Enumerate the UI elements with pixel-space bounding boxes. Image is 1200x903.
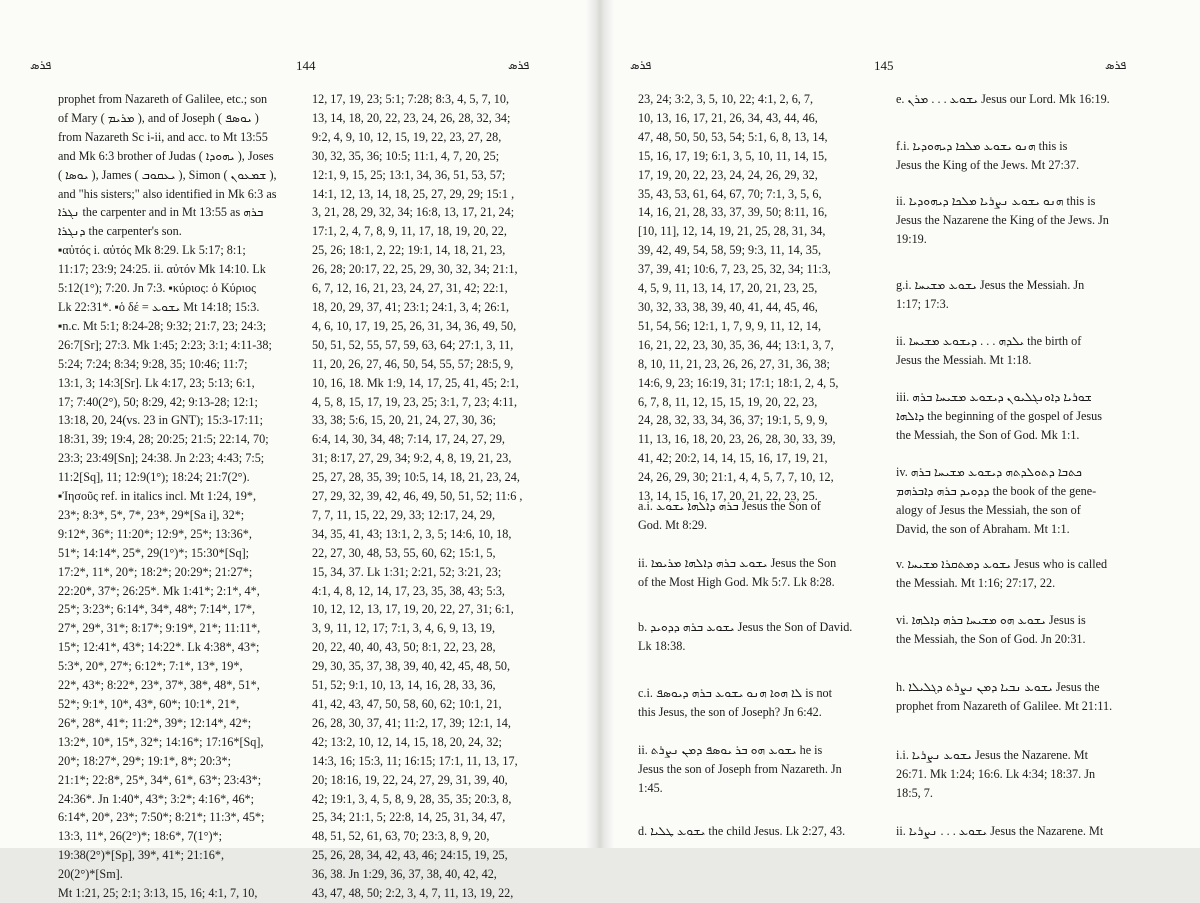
right-column-1-entries xyxy=(638,0,878,848)
text-line: 4:1, 4, 8, 12, 14, 17, 23, 35, 38, 43; 5:3, xyxy=(312,583,505,598)
text-line: 12, 17, 19, 23; 5:1; 7:28; 8:3, 4, 5, 7, 10, xyxy=(312,92,510,106)
text-line: 22:20*, 37*; 26:25*. Mk 1:41*; 2:1*, 4*, xyxy=(58,583,260,598)
text-line: 10, 12, 12, 13, 17, 19, 20, 22, 27, 31; 6:1, xyxy=(312,602,514,617)
text-line: 6, 7, 8, 11, 12, 15, 15, 19, 20, 22, 23, xyxy=(638,394,818,409)
entry-line: ii. ܝܫܘܥ ܒܪܗ ܕܐܠܗܐ ܡܪܝܡܐ Jesus the Son xyxy=(638,556,837,570)
text-line: 4, 5, 9, 11, 13, 14, 17, 20, 21, 23, 25, xyxy=(638,281,818,296)
entry-line: 1:45. xyxy=(638,781,663,795)
text-line: 11, 13, 16, 18, 20, 23, 26, 28, 30, 33, 39, xyxy=(638,432,836,447)
entry-line: 1:17; 17:3. xyxy=(896,297,949,311)
text-line: 5:12(1°); 7:20. Jn 7:3. ▪κύριος: ὁ Κύριος xyxy=(58,281,256,296)
text-line: 48, 51, 52, 61, 63, 70; 23:3, 8, 9, 20, xyxy=(312,829,490,844)
dictionary-entry xyxy=(896,822,1181,841)
text-line: 13:18, 20, 24(vs. 23 in GNT); 15:3-17:11; xyxy=(58,413,264,428)
entry-line: ܕܐܠܗܐ the beginning of the gospel of Jesus xyxy=(896,409,1102,423)
text-line: 13:2*, 10*, 15*, 32*; 14:16*; 17:16*[Sq], xyxy=(58,734,264,749)
text-line: 30, 32, 35, 36; 10:5; 11:1, 4, 7, 20, 25; xyxy=(312,148,500,163)
dictionary-entry xyxy=(896,276,1181,314)
text-line: Mt 1:21, 25; 2:1; 3:13, 15, 16; 4:1, 7, 10, xyxy=(58,886,258,901)
left-page-number: 144 xyxy=(296,58,316,73)
text-line: 42; 19:1, 3, 4, 5, 8, 9, 28, 35, 35; 20:3, 8, xyxy=(312,791,512,806)
text-line: 15, 16, 17, 19; 6:1, 3, 5, 10, 11, 14, 15, xyxy=(638,148,828,163)
text-line: 24, 26, 29, 30; 21:1, 4, 4, 5, 7, 7, 10, 12, xyxy=(638,470,834,485)
text-line: and Mk 6:3 brother of Judas ( ܝܗܘܕܐ ), Joses xyxy=(58,148,274,163)
text-line: 10, 16, 18. Mk 1:9, 14, 17, 25, 41, 45; 2:1, xyxy=(312,375,519,390)
entry-line: Lk 18:38. xyxy=(638,639,686,653)
text-line: 7, 7, 11, 15, 22, 29, 33; 12:17, 24, 29, xyxy=(312,507,496,522)
dictionary-entry xyxy=(638,741,878,798)
text-line: 25, 26, 28, 34, 42, 43, 46; 24:15, 19, 25, xyxy=(312,848,508,863)
text-line: 11, 20, 26, 27, 46, 50, 54, 55, 57; 28:5, 9, xyxy=(312,356,514,371)
text-line: 19:38(2°)*[Sp], 39*, 41*; 21:16*, xyxy=(58,848,225,863)
text-line: 5:24; 7:24; 8:34; 9:28, 35; 10:46; 11:7; xyxy=(58,356,248,371)
text-line: 23, 24; 3:2, 3, 5, 10, 22; 4:1, 2, 6, 7, xyxy=(638,92,814,106)
entry-line: g.i. ܝܫܘܥ ܡܫܝܚܐ Jesus the Messiah. Jn xyxy=(896,278,1085,292)
text-line: 26*, 28*, 41*; 11:2*, 39*; 12:14*, 42*; xyxy=(58,715,252,730)
text-line: 20(2°)*[Sm]. xyxy=(58,867,123,882)
text-line: 16, 21, 22, 23, 30, 35, 36, 44; 13:1, 3, 7, xyxy=(638,337,834,352)
dictionary-entry xyxy=(638,684,878,722)
text-line: 33, 38; 5:6, 15, 20, 21, 24, 27, 30, 36; xyxy=(312,413,496,428)
text-line: 22, 27, 30, 48, 53, 55, 60, 62; 15:1, 5, xyxy=(312,545,496,560)
entry-line: vi. ܝܫܘܥ ܗܘ ܡܫܝܚܐ ܒܪܗ ܕܐܠܗܐ Jesus is xyxy=(896,613,1086,627)
text-line: 4, 6, 10, 17, 19, 25, 26, 31, 34, 36, 49, 50, xyxy=(312,318,517,333)
text-line: 13:3, 11*, 26(2°)*; 18:6*, 7(1°)*; xyxy=(58,829,222,844)
text-line: 9:2, 4, 9, 10, 12, 15, 19, 22, 23, 27, 28, xyxy=(312,129,502,144)
text-line: 5:3*, 20*, 27*; 6:12*; 7:1*, 13*, 19*, xyxy=(58,659,243,674)
text-line: 36, 38. Jn 1:29, 36, 37, 38, 40, 42, 42, xyxy=(312,867,497,882)
entry-line: the Messiah, the Son of God. Mk 1:1. xyxy=(896,428,1080,442)
text-line: 6:14*, 20*, 23*; 7:50*; 8:21*; 11:3*, 45*; xyxy=(58,810,265,825)
text-line: 21:1*; 22:8*, 25*, 34*, 61*, 63*; 23:43*; xyxy=(58,772,262,787)
text-line: 9:12*, 36*; 11:20*; 12:9*, 25*; 13:36*, xyxy=(58,526,252,541)
entry-line: 19:19. xyxy=(896,232,927,246)
text-line: 26, 28; 20:17, 22, 25, 29, 30, 32, 34; 21:1, xyxy=(312,262,518,277)
entry-line: Jesus the Nazarene the King of the Jews. Jn xyxy=(896,213,1109,227)
text-line: 27*, 29*, 31*; 8:17*; 9:19*, 21*; 11:11*, xyxy=(58,621,261,636)
text-line: 15*; 12:41*, 43*; 14:22*. Lk 4:38*, 43*; xyxy=(58,640,260,655)
dictionary-entry xyxy=(638,822,878,841)
text-line: from Nazareth Sc i-ii, and acc. to Mt 13:55 xyxy=(58,129,268,144)
entry-line: v. ܝܫܘܥ ܕܡܬܩܪܐ ܡܫܝܚܐ Jesus who is called xyxy=(896,557,1108,571)
text-line: 42; 13:2, 10, 12, 14, 15, 18, 20, 24, 32; xyxy=(312,734,502,749)
dictionary-entry xyxy=(896,463,1181,539)
text-line: 14:1, 12, 13, 14, 18, 25, 27, 29, 29; 15:1 , xyxy=(312,186,515,201)
text-line: ▪n.c. Mt 5:1; 8:24-28; 9:32; 21:7, 23; 24:3; xyxy=(58,318,267,333)
text-line: 8, 10, 11, 21, 23, 26, 26, 27, 31, 36, 38; xyxy=(638,356,830,371)
dictionary-entry xyxy=(896,678,1181,716)
entry-line: ii. ܝܫܘܥ ܗܘ ܒܪ ܝܘܣܦ ܕܡܢ ܢܨܪܬ he is xyxy=(638,743,823,757)
dictionary-entry xyxy=(896,137,1181,175)
text-line: ▪αὐτός i. αὐτός Mk 8:29. Lk 5:17; 8:1; xyxy=(58,243,246,258)
text-line: 25, 34; 21:1, 5; 22:8, 14, 25, 31, 34, 47, xyxy=(312,810,506,825)
dictionary-entry xyxy=(896,746,1181,803)
text-line: 17; 7:40(2°), 50; 8:29, 42; 9:13-28; 12:1; xyxy=(58,394,258,409)
text-line: ܕܢܓܪܐ the carpenter's son. xyxy=(58,224,182,239)
text-line: 13:1, 3; 14:3[Sr]. Lk 4:17, 23; 5:13; 6:1, xyxy=(58,375,255,390)
entry-line: 26:71. Mk 1:24; 16:6. Lk 4:34; 18:37. Jn xyxy=(896,767,1096,781)
text-line: 25, 26; 18:1, 2, 22; 19:1, 14, 18, 21, 23, xyxy=(312,243,506,258)
left-header-syriac-left: ܦܪܣ xyxy=(30,58,52,72)
entry-line: God. Mt 8:29. xyxy=(638,518,708,532)
text-line: ▪Ἰησοῦς ref. in italics incl. Mt 1:24, 19*, xyxy=(58,489,257,504)
right-header-syriac-left: ܦܪܣ xyxy=(630,58,652,72)
right-page xyxy=(600,0,1200,848)
text-line: 20; 18:16, 19, 22, 24, 27, 29, 31, 39, 40, xyxy=(312,772,508,787)
text-line: Lk 22:31*. ▪ὁ δέ = ܝܫܘܥ Mt 14:18; 15:3. xyxy=(58,299,260,314)
text-line: 13, 14, 18, 20, 22, 23, 24, 26, 28, 32, 34; xyxy=(312,110,511,125)
text-line: 11:2[Sq], 11; 12:9(1°); 18:24; 21:7(2°). xyxy=(58,470,250,485)
text-line: 24, 28, 32, 33, 34, 36, 37; 19:1, 5, 9, 9, xyxy=(638,413,828,428)
text-line: 12:1, 9, 15, 25; 13:1, 34, 36, 51, 53, 57; xyxy=(312,167,506,182)
entry-line: ii. ܝܠܕܗ . . . ܕܝܫܘܥ ܡܫܝܚܐ the birth of xyxy=(896,334,1082,348)
text-line: 39, 42, 49, 54, 58, 59; 9:3, 11, 14, 35, xyxy=(638,243,822,258)
entry-line: Jesus the King of the Jews. Mt 27:37. xyxy=(896,158,1080,172)
text-line: 26, 28, 30, 37, 41; 11:2, 17, 39; 12:1, 14, xyxy=(312,715,511,730)
entry-line: h. ܝܫܘܥ ܢܒܝܐ ܕܡܢ ܢܨܪܬ ܕܓܠܝܠܐ Jesus the xyxy=(896,680,1100,694)
text-line: 43, 47, 48, 50; 2:2, 3, 4, 7, 11, 13, 19, 22, xyxy=(312,886,514,901)
entry-line: alogy of Jesus the Messiah, the son of xyxy=(896,503,1081,517)
text-line: 29, 30, 35, 37, 38, 39, 40, 42, 45, 48, 50, xyxy=(312,659,511,674)
text-line: 11:17; 23:9; 24:25. ii. αὐτόν Mk 14:10. Lk xyxy=(58,262,266,277)
text-line: 14:6, 9, 23; 16:19, 31; 17:1; 18:1, 2, 4, 5, xyxy=(638,375,839,390)
entry-line: c.i. ܠܐ ܗܘܐ ܗܢܘ ܝܫܘܥ ܒܪܗ ܕܝܘܣܦ is not xyxy=(638,686,833,700)
text-line: 37, 39, 41; 10:6, 7, 23, 25, 32, 34; 11:3, xyxy=(638,262,831,277)
dictionary-entry xyxy=(896,611,1181,649)
text-line: 35, 43, 53, 61, 64, 67, 70; 7:1, 3, 5, 6, xyxy=(638,186,822,201)
dictionary-entry xyxy=(638,554,878,592)
text-line: 22*, 43*; 8:22*, 23*, 37*, 38*, 48*, 51*, xyxy=(58,678,260,693)
entry-line: the Messiah. Mt 1:16; 27:17, 22. xyxy=(896,576,1056,590)
text-line: 17:1, 2, 4, 7, 8, 9, 11, 17, 18, 19, 20, 22, xyxy=(312,224,507,239)
dictionary-entry xyxy=(896,332,1181,370)
entry-line: e. ܝܫܘܥ . . . ܡܪܢ Jesus our Lord. Mk 16:19. xyxy=(896,92,1110,106)
entry-line: 18:5, 7. xyxy=(896,786,933,800)
entry-line: i.i. ܝܫܘܥ ܢܨܪܝܐ Jesus the Nazarene. Mt xyxy=(896,748,1088,762)
text-line: 6:4, 14, 30, 34, 48; 7:14, 17, 24, 27, 29, xyxy=(312,432,505,447)
text-line: 50, 51, 52, 55, 57, 59, 63, 64; 27:1, 3, 11, xyxy=(312,337,514,352)
text-line: 18:31, 39; 19:4, 28; 20:25; 21:5; 22:14, 70; xyxy=(58,432,269,447)
text-line: 6, 7, 12, 16, 21, 23, 24, 27, 31, 42; 22:1, xyxy=(312,281,508,296)
entry-line: f.i. ܗܢܘ ܝܫܘܥ ܡܠܟܐ ܕܝܗܘܕܝܐ this is xyxy=(896,139,1068,153)
text-line: 25*; 3:23*; 6:14*, 34*, 48*; 7:14*, 17*, xyxy=(58,602,256,617)
left-column-1 xyxy=(58,90,292,903)
dictionary-entry xyxy=(896,192,1181,249)
text-line: of Mary ( ܡܪܝܡ ), and of Joseph ( ܝܘܣܦ ) xyxy=(58,110,259,125)
text-line: ܢܓܪܐ the carpenter and in Mt 13:55 as ܒܪܗ xyxy=(58,205,264,220)
text-line: [10, 11], 12, 14, 19, 21, 25, 28, 31, 34, xyxy=(638,224,826,239)
text-line: 15, 34, 37. Lk 1:31; 2:21, 52; 3:21, 23; xyxy=(312,564,502,579)
text-line: prophet from Nazareth of Galilee, etc.; son xyxy=(58,92,268,106)
text-line: 13, 14, 15, 16, 17, 20, 21, 22, 23, 25. xyxy=(638,489,818,504)
text-line: 23*; 8:3*, 5*, 7*, 23*, 29*[Sa i], 32*; xyxy=(58,507,245,522)
text-line: 51, 54, 56; 12:1, 1, 7, 9, 9, 11, 12, 14, xyxy=(638,318,822,333)
text-line: 41, 42, 43, 47, 50, 58, 60, 62; 10:1, 21, xyxy=(312,697,502,711)
right-column-2-entries xyxy=(896,0,1181,848)
book-gutter-shadow xyxy=(586,0,614,848)
text-line: 18, 20, 29, 37, 41; 23:1; 24:1, 3, 4; 26:1, xyxy=(312,299,510,314)
entry-line: iv. ܟܬܒܐ ܕܬܘܠܕܬܗ ܕܝܫܘܥ ܡܫܝܚܐ ܒܪܗ xyxy=(896,465,1083,479)
dictionary-entry xyxy=(896,90,1181,109)
left-column-2 xyxy=(312,90,552,903)
right-page-number: 145 xyxy=(874,58,894,73)
entry-line: ܕܕܘܝܕ ܒܪܗ ܕܐܒܪܗܡ the book of the gene- xyxy=(896,484,1097,498)
text-line: 14, 16, 21, 28, 33, 37, 39, 50; 8:11, 16, xyxy=(638,205,828,220)
text-line: 51, 52; 9:1, 10, 13, 14, 16, 28, 33, 36, xyxy=(312,678,496,693)
entry-line: a.i. ܒܪܗ ܕܐܠܗܐ ܝܫܘܥ Jesus the Son of xyxy=(638,499,821,513)
entry-line: ii. ܝܫܘܥ . . . ܢܨܪܝܐ Jesus the Nazarene. Mt xyxy=(896,824,1104,838)
entry-line: b. ܝܫܘܥ ܒܪܗ ܕܕܘܝܕ Jesus the Son of David. xyxy=(638,620,853,634)
entry-line: of the Most High God. Mk 5:7. Lk 8:28. xyxy=(638,575,835,589)
entry-line: the Messiah, the Son of God. Jn 20:31. xyxy=(896,632,1086,646)
text-line: 3, 9, 11, 12, 17; 7:1, 3, 4, 6, 9, 13, 19, xyxy=(312,621,496,636)
text-line: 4, 5, 8, 15, 17, 19, 23, 25; 3:1, 7, 23; 4:11, xyxy=(312,394,518,409)
text-line: 51*; 14:14*, 25*, 29(1°)*; 15:30*[Sq]; xyxy=(58,545,250,560)
text-line: 27, 29, 32, 39, 42, 46, 49, 50, 51, 52; 11:6 , xyxy=(312,489,523,504)
text-line: 24:36*. Jn 1:40*, 43*; 3:2*; 4:16*, 46*; xyxy=(58,791,255,806)
text-line: ( ܝܘܣܐ ), James ( ܝܥܩܘܒ ), Simon ( ܫܡܥܘܢ ), xyxy=(58,167,277,182)
text-line: and "his sisters;" also identified in Mk 6:3 as xyxy=(58,186,277,201)
dictionary-entry xyxy=(896,555,1181,593)
text-line: 34, 35, 41, 43; 13:1, 2, 3, 5; 14:6, 10, 18, xyxy=(312,526,512,541)
text-line: 52*; 9:1*, 10*, 43*, 60*; 10:1*, 21*, xyxy=(58,697,240,711)
text-line: 25, 27, 28, 35, 39; 10:5, 14, 18, 21, 23, 24, xyxy=(312,470,520,485)
text-line: 3, 21, 28, 29, 32, 34; 16:8, 13, 17, 21, 24; xyxy=(312,205,515,220)
text-line: 30, 32, 33, 38, 39, 40, 41, 44, 45, 46, xyxy=(638,299,818,314)
text-line: 20*; 18:27*, 29*; 19:1*, 8*; 20:3*; xyxy=(58,753,231,768)
entry-line: Jesus the Messiah. Mt 1:18. xyxy=(896,353,1032,367)
text-line: 14:3, 16; 15:3, 11; 16:15; 17:1, 11, 13, 17, xyxy=(312,753,518,768)
right-header-syriac-right: ܦܪܣ xyxy=(1105,58,1127,72)
text-line: 20, 22, 40, 40, 43, 50; 8:1, 22, 23, 28, xyxy=(312,640,496,655)
text-line: 17:2*, 11*, 20*; 18:2*; 20:29*; 21:27*; xyxy=(58,564,253,579)
text-line: 10, 13, 16, 17, 21, 26, 34, 43, 44, 46, xyxy=(638,110,818,125)
left-page xyxy=(0,0,600,901)
text-line: 41, 42; 20:2, 14, 14, 15, 16, 17, 19, 21, xyxy=(638,451,828,466)
entry-line: prophet from Nazareth of Galilee. Mt 21:11. xyxy=(896,699,1113,713)
dictionary-entry xyxy=(638,618,878,656)
dictionary-entry xyxy=(896,388,1181,445)
entry-line: d. ܝܫܘܥ ܛܠܝܐ the child Jesus. Lk 2:27, 43. xyxy=(638,824,846,838)
entry-line: iii. ܫܘܪܝܐ ܕܐܘܢܓܠܝܘܢ ܕܝܫܘܥ ܡܫܝܚܐ ܒܪܗ xyxy=(896,390,1092,404)
left-header-syriac-right: ܦܪܣ xyxy=(508,58,530,72)
entry-line: this Jesus, the son of Joseph? Jn 6:42. xyxy=(638,705,822,719)
text-line: 17, 19, 20, 22, 23, 24, 24, 26, 29, 32, xyxy=(638,167,818,182)
text-line: 31; 8:17, 27, 29, 34; 9:2, 4, 8, 19, 21, 23, xyxy=(312,451,512,466)
text-line: 47, 48, 50, 50, 53, 54; 5:1, 6, 8, 13, 14, xyxy=(638,129,828,144)
dictionary-entry xyxy=(638,497,878,535)
entry-line: ii. ܗܢܘ ܝܫܘܥ ܢܨܪܝܐ ܡܠܟܐ ܕܝܗܘܕܝܐ this is xyxy=(896,194,1096,208)
text-line: 23:3; 23:49[Sn]; 24:38. Jn 2:23; 4:43; 7:5; xyxy=(58,451,265,466)
text-line: 26:7[Sr]; 27:3. Mk 1:45; 2:23; 3:1; 4:11-38; xyxy=(58,337,272,352)
entry-line: David, the son of Abraham. Mt 1:1. xyxy=(896,522,1070,536)
entry-line: Jesus the son of Joseph from Nazareth. Jn xyxy=(638,762,842,776)
